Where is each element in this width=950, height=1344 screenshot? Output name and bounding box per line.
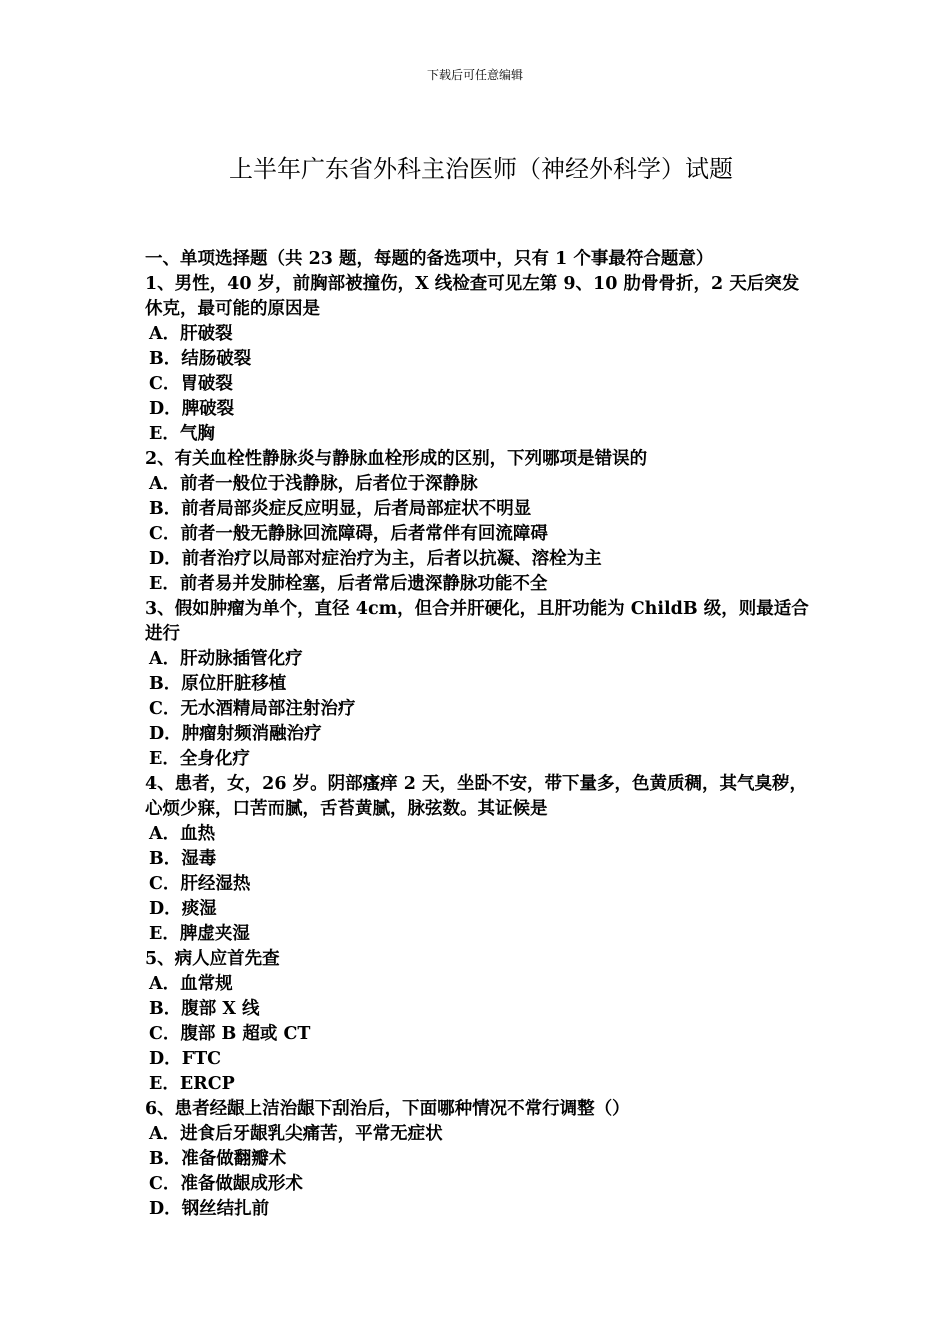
answer-option — [145, 522, 810, 547]
option-letter: E． — [149, 1074, 180, 1094]
question-stem: 2、有关血栓性静脉炎与静脉血栓形成的区别，下列哪项是错误的 — [145, 449, 648, 469]
option-text: 结肠破裂 — [181, 349, 252, 369]
question-block — [145, 947, 810, 1097]
question-stem: 1、男性，40 岁，前胸部被撞伤，X 线检查可见左第 9、10 肋骨骨折，2 天后突发休克，最可能的原因是 — [145, 274, 800, 319]
question-block — [145, 772, 810, 947]
option-letter: B． — [149, 499, 182, 519]
option-text: 气胸 — [179, 424, 215, 444]
option-letter: B． — [149, 1149, 182, 1169]
answer-option — [145, 922, 810, 947]
option-text: 准备做龈成形术 — [180, 1174, 303, 1194]
option-letter: B． — [149, 674, 182, 694]
answer-option — [145, 1022, 810, 1047]
option-text: 脾虚夹湿 — [179, 924, 250, 944]
option-letter: C． — [149, 699, 181, 719]
option-text: 湿毒 — [181, 849, 217, 869]
answer-option — [145, 372, 810, 397]
answer-option — [145, 422, 810, 447]
option-text: 前者治疗以局部对症治疗为主，后者以抗凝、溶栓为主 — [181, 549, 602, 569]
header-note: 下载后可任意编辑 — [426, 68, 523, 82]
option-text: 肿瘤射频消融治疗 — [181, 724, 322, 744]
answer-option — [145, 397, 810, 422]
option-letter: D． — [149, 1049, 182, 1069]
option-letter: D． — [149, 549, 182, 569]
option-text: FTC — [181, 1049, 222, 1069]
option-letter: B． — [149, 999, 182, 1019]
option-text: 前者易并发肺栓塞，后者常后遗深静脉功能不全 — [179, 574, 548, 594]
answer-option — [145, 322, 810, 347]
answer-option — [145, 697, 810, 722]
option-text: 血常规 — [180, 974, 233, 994]
answer-option — [145, 872, 810, 897]
option-letter: C． — [149, 874, 181, 894]
question-list — [145, 272, 810, 1222]
document-body — [145, 247, 810, 1222]
answer-option — [145, 1072, 810, 1097]
answer-option — [145, 647, 810, 672]
answer-option — [145, 472, 810, 497]
option-text: 胃破裂 — [180, 374, 233, 394]
option-text: 无水酒精局部注射治疗 — [180, 699, 356, 719]
question-block — [145, 272, 810, 447]
answer-option — [145, 1047, 810, 1072]
answer-option — [145, 747, 810, 772]
option-text: 准备做翻瓣术 — [181, 1149, 287, 1169]
option-letter: A． — [149, 1124, 181, 1144]
answer-option — [145, 1197, 810, 1222]
option-letter: D． — [149, 899, 182, 919]
option-text: 原位肝脏移植 — [181, 674, 287, 694]
option-text: 进食后牙龈乳尖痛苦，平常无症状 — [180, 1124, 443, 1144]
answer-option — [145, 847, 810, 872]
answer-option — [145, 572, 810, 597]
option-text: 肝动脉插管化疗 — [180, 649, 303, 669]
option-letter: E． — [149, 574, 180, 594]
option-text: ERCP — [179, 1074, 235, 1094]
option-text: 前者一般无静脉回流障碍，后者常伴有回流障碍 — [180, 524, 548, 544]
option-letter: A． — [149, 824, 181, 844]
option-letter: A． — [149, 974, 181, 994]
question-stem: 5、病人应首先查 — [145, 949, 280, 969]
option-text: 血热 — [180, 824, 216, 844]
question-block — [145, 597, 810, 772]
question-stem: 6、患者经龈上洁治龈下刮治后，下面哪种情况不常行调整（） — [145, 1099, 630, 1119]
option-text: 腹部 B 超或 CT — [180, 1024, 311, 1044]
answer-option — [145, 822, 810, 847]
answer-option — [145, 547, 810, 572]
answer-option — [145, 897, 810, 922]
answer-option — [145, 972, 810, 997]
answer-option — [145, 1122, 810, 1147]
option-text: 全身化疗 — [179, 749, 250, 769]
question-stem: 3、假如肿瘤为单个，直径 4cm，但合并肝硬化，且肝功能为 ChildB 级，则最适合进行 — [145, 599, 809, 644]
answer-option — [145, 1147, 810, 1172]
document-title: 上半年广东省外科主治医师（神经外科学）试题 — [229, 155, 733, 183]
option-letter: A． — [149, 649, 181, 669]
option-text: 痰湿 — [181, 899, 217, 919]
answer-option — [145, 347, 810, 372]
option-letter: C． — [149, 1024, 181, 1044]
option-letter: D． — [149, 1199, 182, 1219]
question-block — [145, 447, 810, 597]
option-letter: A． — [149, 324, 181, 344]
option-letter: C． — [149, 1174, 181, 1194]
option-text: 钢丝结扎前 — [181, 1199, 270, 1219]
option-text: 前者一般位于浅静脉，后者位于深静脉 — [180, 474, 478, 494]
answer-option — [145, 1172, 810, 1197]
answer-option — [145, 672, 810, 697]
option-letter: C． — [149, 524, 181, 544]
option-letter: E． — [149, 924, 180, 944]
answer-option — [145, 722, 810, 747]
option-letter: A． — [149, 474, 181, 494]
answer-option — [145, 997, 810, 1022]
option-text: 肝破裂 — [180, 324, 233, 344]
option-letter: E． — [149, 749, 180, 769]
section-heading: 一、单项选择题（共 23 题，每题的备选项中，只有 1 个事最符合题意） — [145, 249, 714, 269]
option-letter: B． — [149, 349, 182, 369]
option-letter: D． — [149, 724, 182, 744]
option-letter: E． — [149, 424, 180, 444]
option-text: 腹部 X 线 — [181, 999, 260, 1019]
option-letter: B． — [149, 849, 182, 869]
question-block — [145, 1097, 810, 1222]
option-text: 前者局部炎症反应明显，后者局部症状不明显 — [181, 499, 532, 519]
option-letter: C． — [149, 374, 181, 394]
question-stem: 4、患者，女，26 岁。阴部瘙痒 2 天，坐卧不安，带下量多，色黄质稠，其气臭秽，心烦少寐，口苦而腻，舌苔黄腻，脉弦数。其证候是 — [145, 774, 807, 819]
option-letter: D． — [149, 399, 182, 419]
option-text: 肝经湿热 — [180, 874, 251, 894]
answer-option — [145, 497, 810, 522]
option-text: 脾破裂 — [181, 399, 235, 419]
